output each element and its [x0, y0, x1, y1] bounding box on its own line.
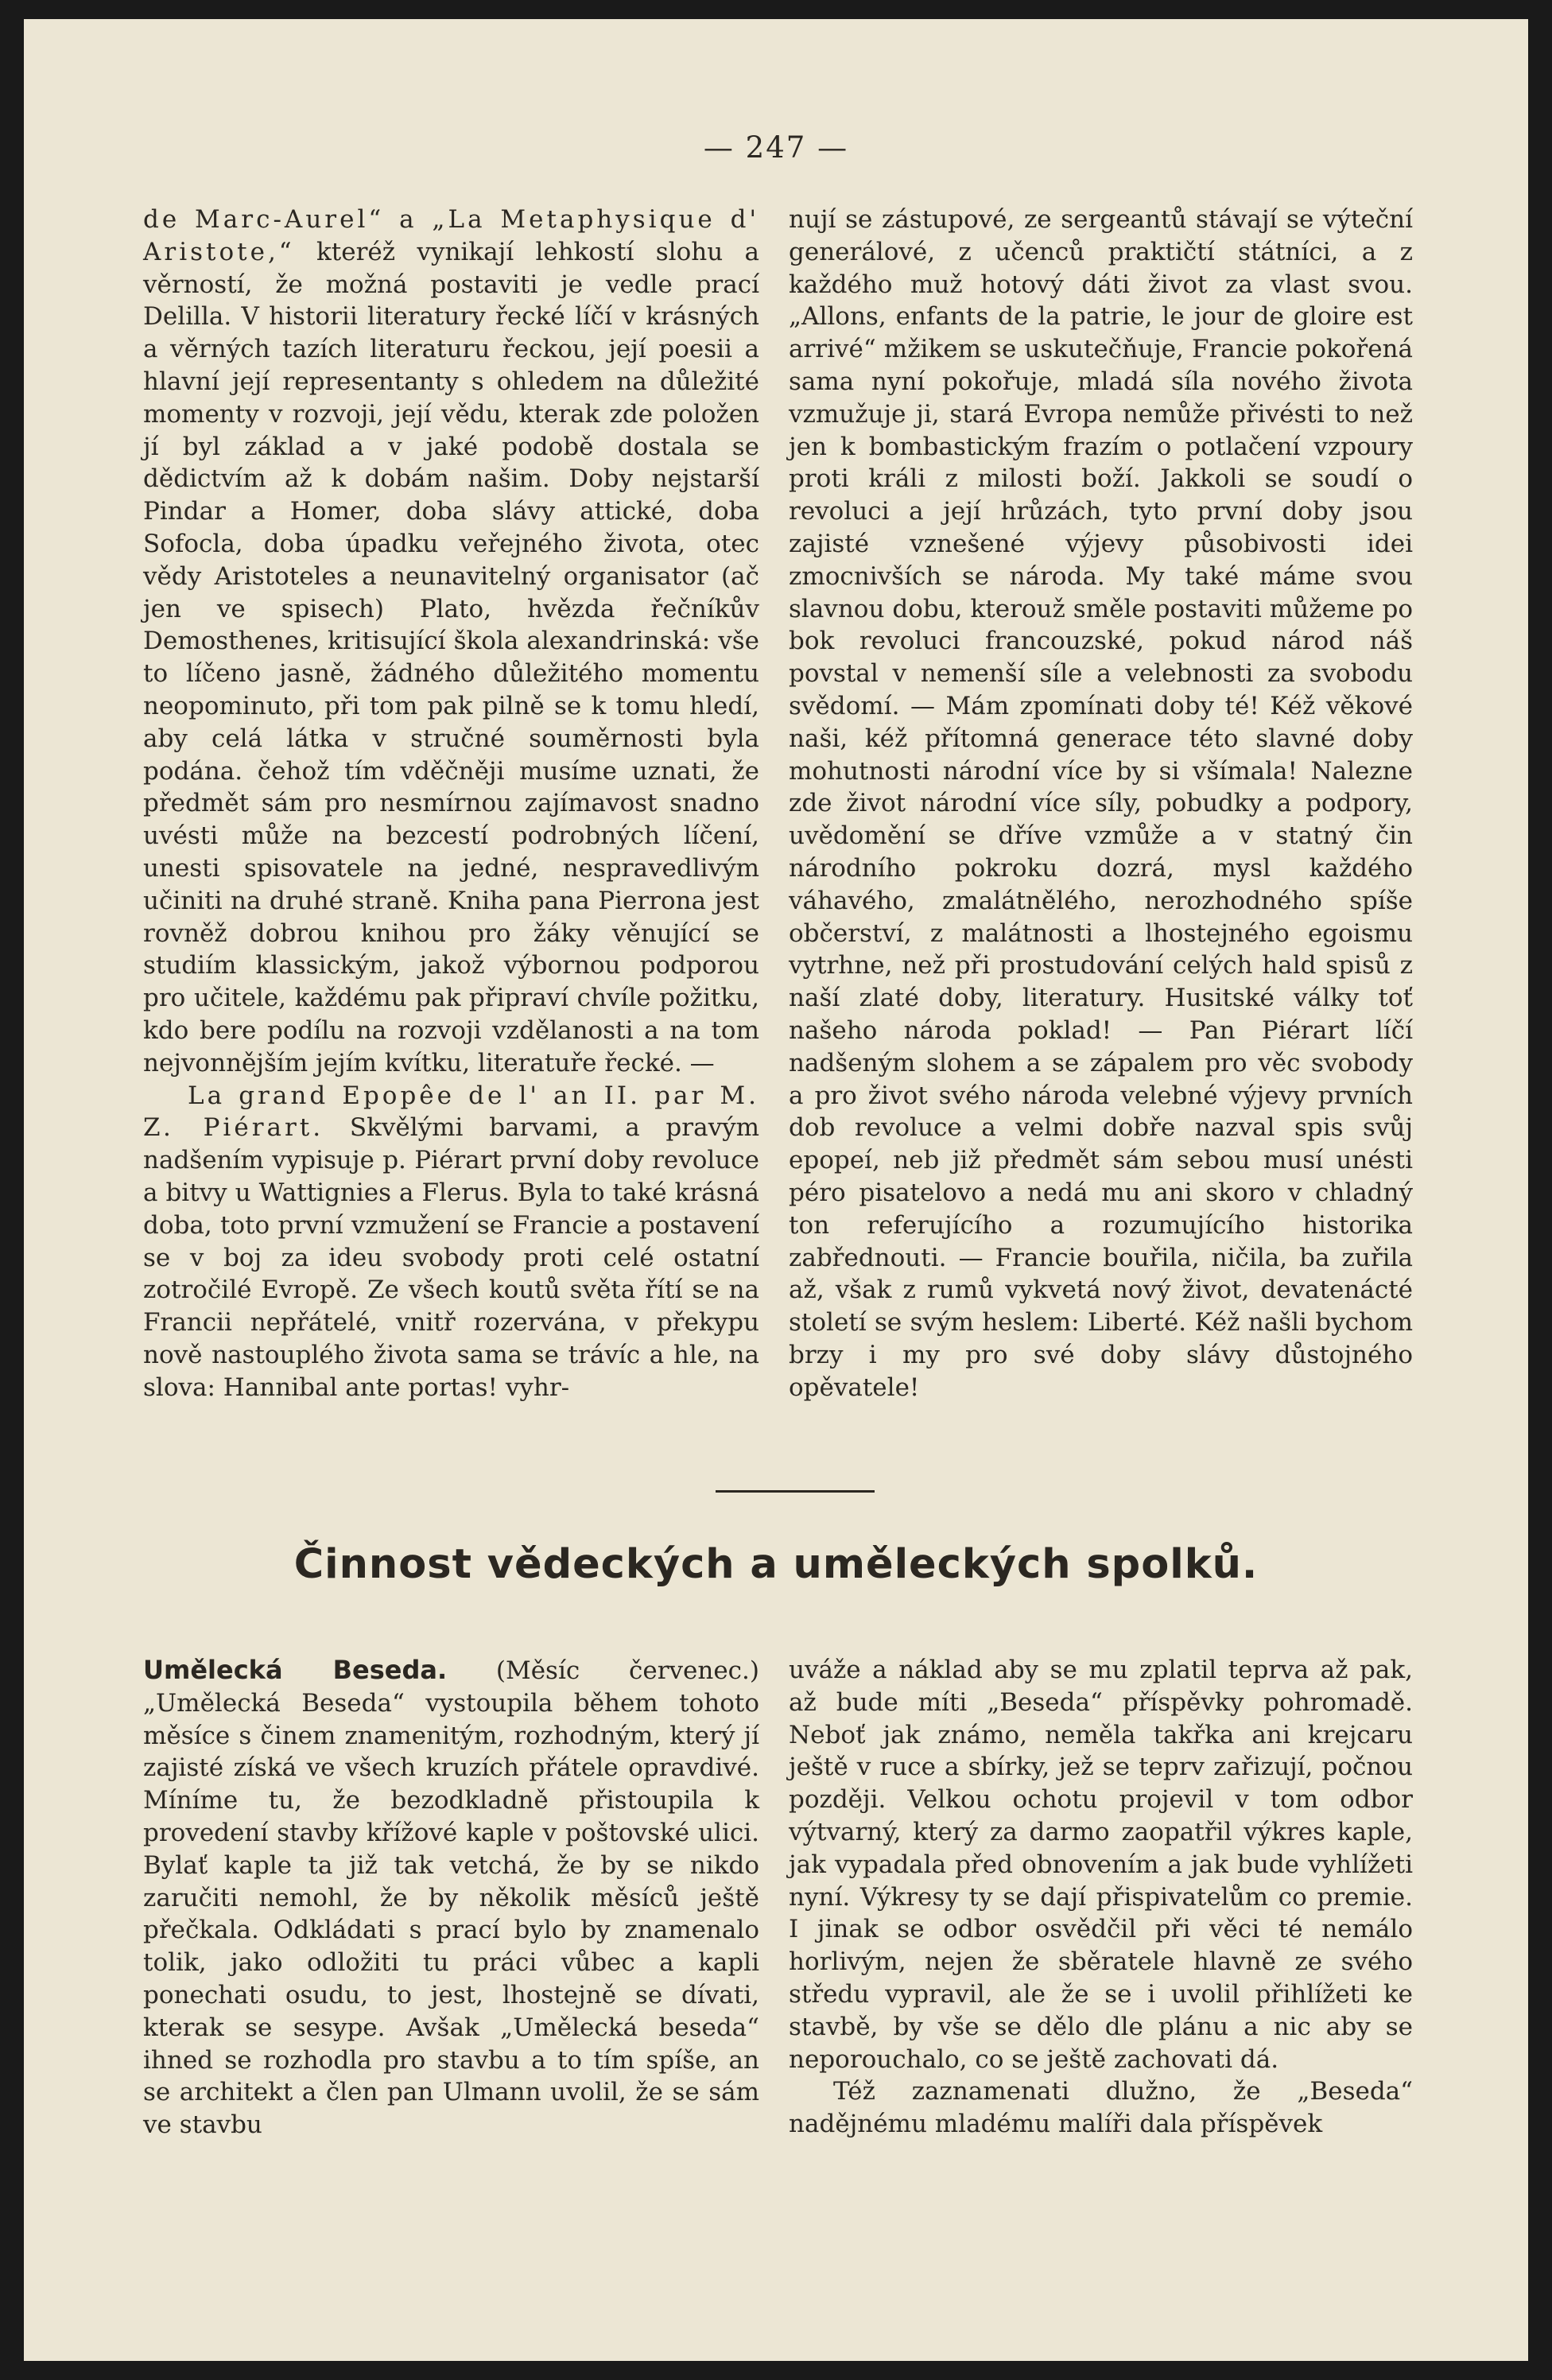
paragraph-text: uváže a náklad aby se mu zplatil teprva až pak, až bude míti „Beseda“ příspěvky pohromadě. Neboť jak známo, neměla takřka ani krejcaru ještě v ruce a sbírky, jež se teprv zařizují, počnou později. Velkou ochotu projevil v tom odbor výtvarný, který za darmo zaopatřil výkres kaple, jak vypadala před obnovením a jak bude vyhlížeti nyní. Výkresy ty se dají přispivatelům co premie. I jinak se odbor osvědčil při věci té nemálo horlivým, nejen že sběratele hlavně ze svého středu vypravil, ale že se i uvolil přihlížeti ke stavbě, by vše se dělo dle plánu a nic aby se neporouchalo, co se ještě zachovati dá.: [789, 1656, 1413, 2074]
section-title: Činnost vědeckých a uměleckých spolků.: [293, 1541, 1259, 1588]
paragraph-text: „Umělecká Beseda“ vystoupila během tohoto měsíce s činem znamenitým, rozhodným, který jí zajisté získá ve všech kruzích přátele opravdivé. Míníme tu, že bezodkladně přistoupila k provedení stavby křížové kaple v poštovské ulici. Bylať kaple ta již tak vetchá, že by se nikdo zaručiti nemohl, že by několik měsíců ještě přečkala. Odkládati s prací bylo by znamenalo tolik, jako odložiti tu práci vůbec a kapli ponechati osudu, to jest, lhostejně se dívati, kterak se sesype. Avšak „Umělecká beseda“ ihned se rozhodla pro stavbu a to tím spíše, an se architekt a člen pan Ulmann uvolil, že se sám ve stavbu: [143, 1688, 759, 2140]
page: [24, 19, 1528, 2361]
column-top-left: [143, 204, 759, 1404]
book-title: La grand Epopêe de l' an II. par M. Z. Piérart.: [143, 1081, 759, 1143]
paragraph-text: Též zaznamenati dlužno, že „Beseda“ nadějnému mladému malíři dala příspěvek: [789, 2077, 1413, 2139]
paragraph-text: kteréž vynikají lehkostí slohu a věrností, že možná postaviti je vedle prací Delilla. V historii literatury řecké líčí v krásných a věrných tazích literaturu řeckou, její poesii a hlavní její representanty s ohledem na důležité momenty v rozvoji, její vědu, kterak zde položen jí byl základ a v jaké podobě dostala se dědictvím až k dobám našim. Doby nejstarší Pindar a Homer, doba slávy attické, doba Sofocla, doba úpadku veřejného života, otec vědy Aristoteles a neunavitelný organisator (ač jen ve spisech) Plato, hvězda řečníkův Demosthenes, kritisující škola alexandrinská: vše to líčeno jasně, žádného důležitého momentu neopominuto, při tom pak pilně se k tomu hledí, aby celá látka v stručné souměrnosti byla podána. čehož tím vděčněji musíme uznati, že předmět sám pro nesmírnou zajímavost snadno uvésti může na bezcestí podrobných líčení, unesti spisovatele na jedné, nespravedlivým učiniti na druhé straně. Kniha pana Pierrona jest rovněž dobrou knihou pro žáky věnující se studiím klassickým, jakož výbornou podporou pro učitele, každému pak připraví chvíle požitku, kdo bere podílu na rozvoji vzdělanosti a na tom nejvonnějším jejím kvítku, literatuře řecké. —: [143, 237, 759, 1077]
column-top-right: [789, 204, 1413, 1404]
report-date: (Měsíc červenec.): [447, 1656, 759, 1685]
column-bottom-left: [143, 1654, 759, 2141]
paragraph: [143, 1080, 759, 1404]
paragraph-text: Skvělými barvami, a pravým nadšením vypisuje p. Piérart první doby revoluce a bitvy u Wattignies a Flerus. Byla to také krásná doba, toto první vzmužení se Francie a postavení se v boj za ideu svobody proti celé ostatní zotročilé Evropě. Ze všech koutů světa řítí se na Francii nepřátelé, vnitř rozervána, v překypu nově nastouplého života sama se trávíc a hle, na slova: Hannibal ante portas! vyhr-: [143, 1113, 759, 1402]
paragraph: [143, 1654, 759, 2141]
book-title: de Marc-Aurel“ a „La Metaphysique d' Aristote,“: [143, 205, 759, 266]
paragraph-text: nují se zástupové, ze sergeantů stávají se výteční generálové, z učenců praktičtí státníci, a z každého muž hotový dáti život za vlast svou. „Allons, enfants de la patrie, le jour de gloire est arrivé“ mžikem se uskutečňuje, Francie pokořená sama nyní pokořuje, mladá síla nového života vzmužuje ji, stará Evropa nemůže přivésti to než jen k bombastickým frazím o potlačení vzpoury proti králi z milosti boží. Jakkoli se soudí o revoluci a její hrůzách, tyto první doby jsou zajisté vznešené výjevy působivosti idei zmocnivších se národa. My také máme svou slavnou dobu, kterouž směle postaviti můžeme po bok revoluci francouzské, pokud národ náš povstal v nemenší síle a velebnosti za svobodu svědomí. — Mám zpomínati doby té! Kéž věkové naši, kéž přítomná generace této slavné doby mohutnosti národní více by si všímala! Nalezne zde život národní více síly, pobudky a podpory, uvědomění se dříve vzmůže a v statný čin národního pokroku dozrá, mysl každého váhavého, zmalátnělého, nerozhodného spíše občerství, z malátnosti a lhostejného egoismu vytrhne, než při prostudování celých hald spisů z naší zlaté doby, literatury. Husitské války toť našeho národa poklad! — Pan Piérart líčí nadšeným slohem a se zápalem pro věc svobody a pro život svého národa velebné výjevy prvních dob revoluce a velmi dobře nazval spis svůj epopeí, neb již předmět sám sebou musí unésti péro pisatelovo a nedá mu ani skoro v chladný ton referujícího a rozumujícího historika zabřednouti. — Francie bouřila, ničila, ba zuřila až, však z rumů vykvetá nový život, devatenácté století se svým heslem: Liberté. Kéž našli bychom brzy i my pro své doby slávy důstojného opěvatele!: [789, 205, 1413, 1402]
page-number: — 247 —: [703, 130, 849, 165]
society-heading: Umělecká Beseda.: [143, 1655, 448, 1685]
column-bottom-right: [789, 1654, 1413, 2141]
section-divider: [716, 1490, 875, 1493]
paragraph: [143, 204, 759, 1080]
